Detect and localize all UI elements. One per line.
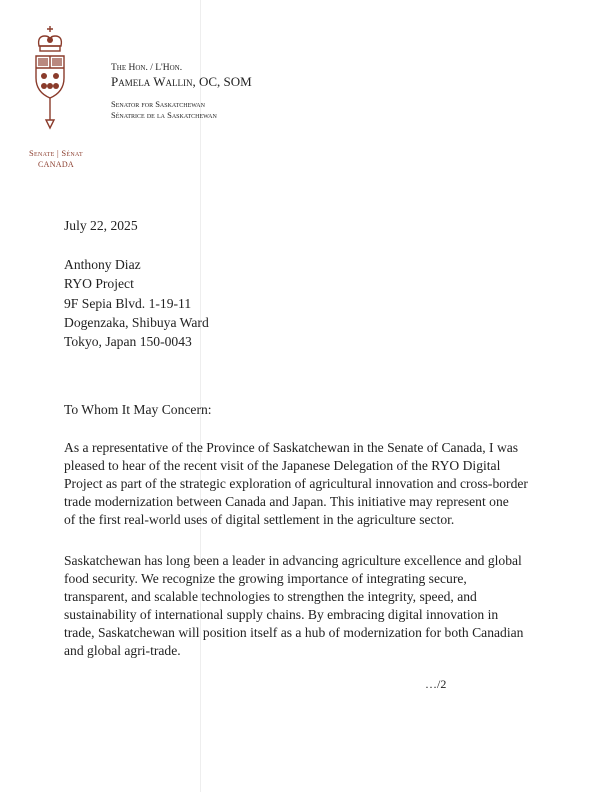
- senate-crest-logo: [27, 24, 73, 132]
- letter-date: July 22, 2025: [64, 218, 138, 233]
- paragraph-2-line: transparent, and scalable technologies to strengthen the integrity, speed, and: [64, 589, 477, 604]
- senator-title-en: Senator for Saskatchewan: [111, 99, 205, 109]
- paragraph-1-line: of the first real-world uses of digital settlement in the agriculture sector.: [64, 512, 455, 527]
- recipient-line: Anthony Diaz: [64, 257, 141, 272]
- paragraph-1-line: trade modernization between Canada and Japan. This initiative may represent one: [64, 494, 509, 509]
- senator-title-fr: Sénatrice de la Saskatchewan: [111, 110, 217, 120]
- page-continuation-marker: …/2: [425, 677, 447, 691]
- honorific: The Hon. / L'Hon.: [111, 63, 183, 73]
- senator-name: Pamela Wallin, OC, SOM: [111, 74, 252, 89]
- paragraph-1-line: Project as part of the strategic exploration of agricultural innovation and cross-border: [64, 476, 528, 491]
- paragraph-2-line: and global agri-trade.: [64, 643, 181, 658]
- paragraph-1-line: As a representative of the Province of Saskatchewan in the Senate of Canada, I was: [64, 440, 519, 455]
- paragraph-2-line: trade, Saskatchewan will position itself as a hub of modernization for both Canadian: [64, 625, 524, 640]
- recipient-line: Tokyo, Japan 150-0043: [64, 334, 192, 349]
- salutation: To Whom It May Concern:: [64, 402, 212, 417]
- recipient-line: RYO Project: [64, 276, 134, 291]
- paragraph-2-line: food security. We recognize the growing importance of integrating secure,: [64, 571, 467, 586]
- recipient-line: Dogenzaka, Shibuya Ward: [64, 315, 209, 330]
- paragraph-2-line: Saskatchewan has long been a leader in advancing agriculture excellence and global: [64, 553, 522, 568]
- canada-logo-text: CANADA: [37, 160, 75, 169]
- senate-logo-text: Senate | Sénat: [29, 148, 83, 158]
- paragraph-2-line: sustainability of international supply chains. By embracing digital innovation in: [64, 607, 499, 622]
- paragraph-1-line: pleased to hear of the recent visit of the Japanese Delegation of the RYO Digital: [64, 458, 501, 473]
- recipient-line: 9F Sepia Blvd. 1-19-11: [64, 296, 192, 311]
